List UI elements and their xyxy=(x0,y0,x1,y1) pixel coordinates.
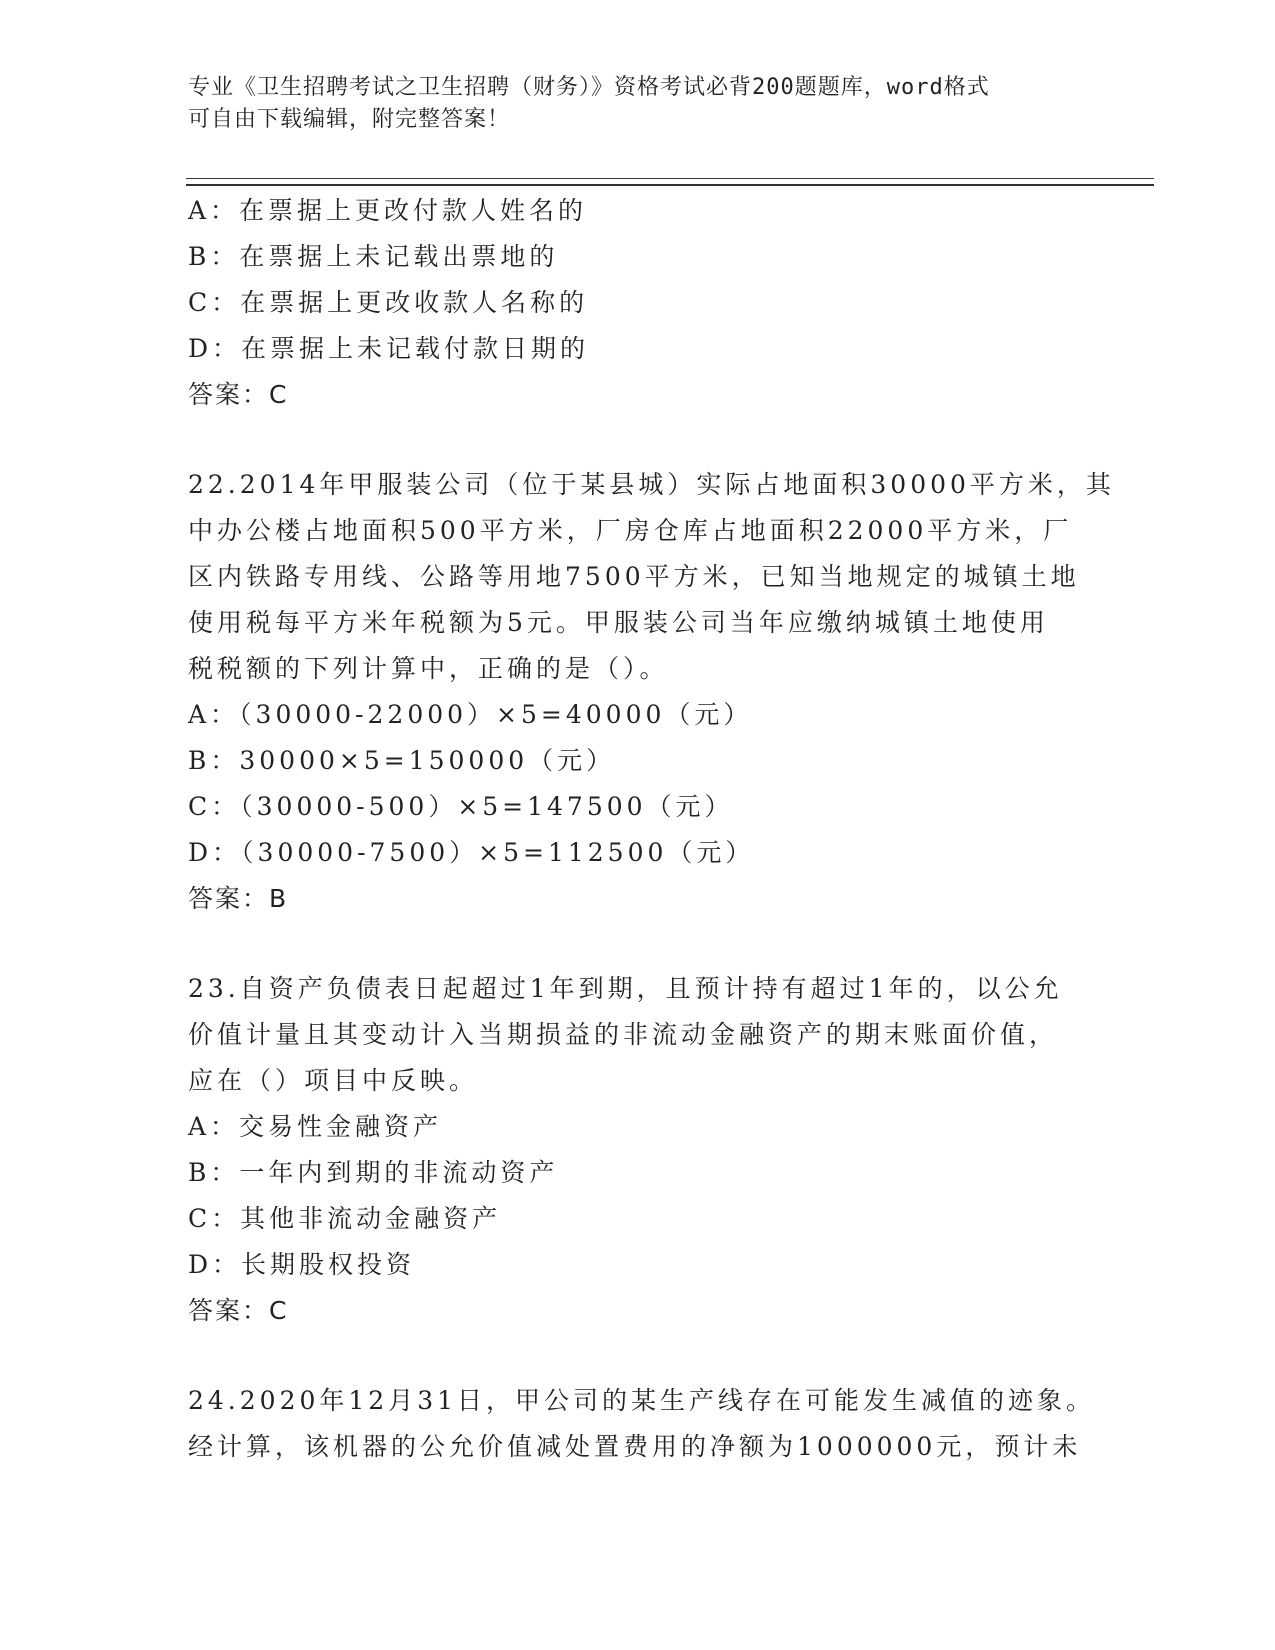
header-divider-thick xyxy=(186,184,1154,186)
question-stem-line: 23.自资产负债表日起超过1年到期，且预计持有超过1年的，以公允 xyxy=(188,974,1063,1003)
header-line-2: 可自由下载编辑，附完整答案！ xyxy=(188,107,511,132)
answer: 答案：B xyxy=(188,884,289,913)
answer: 答案：C xyxy=(188,1296,289,1325)
option-d: D：在票据上未记载付款日期的 xyxy=(188,334,590,363)
question-stem-line: 税税额的下列计算中，正确的是（）。 xyxy=(188,654,669,683)
header-divider-thin xyxy=(186,178,1154,179)
question-23 xyxy=(188,966,1088,1334)
question-stem-line: 使用税每平方米年税额为5元。甲服装公司当年应缴纳城镇土地使用 xyxy=(188,608,1049,637)
header-line-1: 专业《卫生招聘考试之卫生招聘（财务）》资格考试必背200题题库，word格式 xyxy=(188,75,990,100)
question-24 xyxy=(188,1378,1096,1470)
option-b: B：在票据上未记载出票地的 xyxy=(188,242,559,271)
option-d: D：（30000-7500）×5=112500（元） xyxy=(188,838,755,867)
option-a: A：（30000-22000）×5=40000（元） xyxy=(188,700,753,729)
option-a: A：在票据上更改付款人姓名的 xyxy=(188,196,588,225)
question-stem-line: 价值计量且其变动计入当期损益的非流动金融资产的期末账面价值， xyxy=(188,1020,1059,1049)
question-stem-line: 24.2020年12月31日，甲公司的某生产线存在可能发生减值的迹象。 xyxy=(188,1386,1096,1415)
question-21 xyxy=(188,188,1088,418)
option-d: D：长期股权投资 xyxy=(188,1250,416,1279)
option-b: B：30000×5=150000（元） xyxy=(188,746,616,775)
option-b: B：一年内到期的非流动资产 xyxy=(188,1158,559,1187)
question-22 xyxy=(188,462,1115,922)
option-c: C：（30000-500）×5=147500（元） xyxy=(188,792,734,821)
question-stem-line: 应在（）项目中反映。 xyxy=(188,1066,479,1095)
question-stem-line: 中办公楼占地面积500平方米，厂房仓库占地面积22000平方米，厂 xyxy=(188,516,1073,545)
document-body xyxy=(188,188,1115,1470)
option-a: A：交易性金融资产 xyxy=(188,1112,443,1141)
question-stem-line: 区内铁路专用线、公路等用地7500平方米，已知当地规定的城镇土地 xyxy=(188,562,1080,591)
option-c: C：在票据上更改收款人名称的 xyxy=(188,288,589,317)
answer: 答案：C xyxy=(188,380,289,409)
question-stem-line: 经计算，该机器的公允价值减处置费用的净额为1000000元，预计未 xyxy=(188,1432,1082,1461)
option-c: C：其他非流动金融资产 xyxy=(188,1204,502,1233)
question-stem-line: 22.2014年甲服装公司（位于某县城）实际占地面积30000平方米，其 xyxy=(188,470,1115,499)
document-header xyxy=(188,72,1088,136)
